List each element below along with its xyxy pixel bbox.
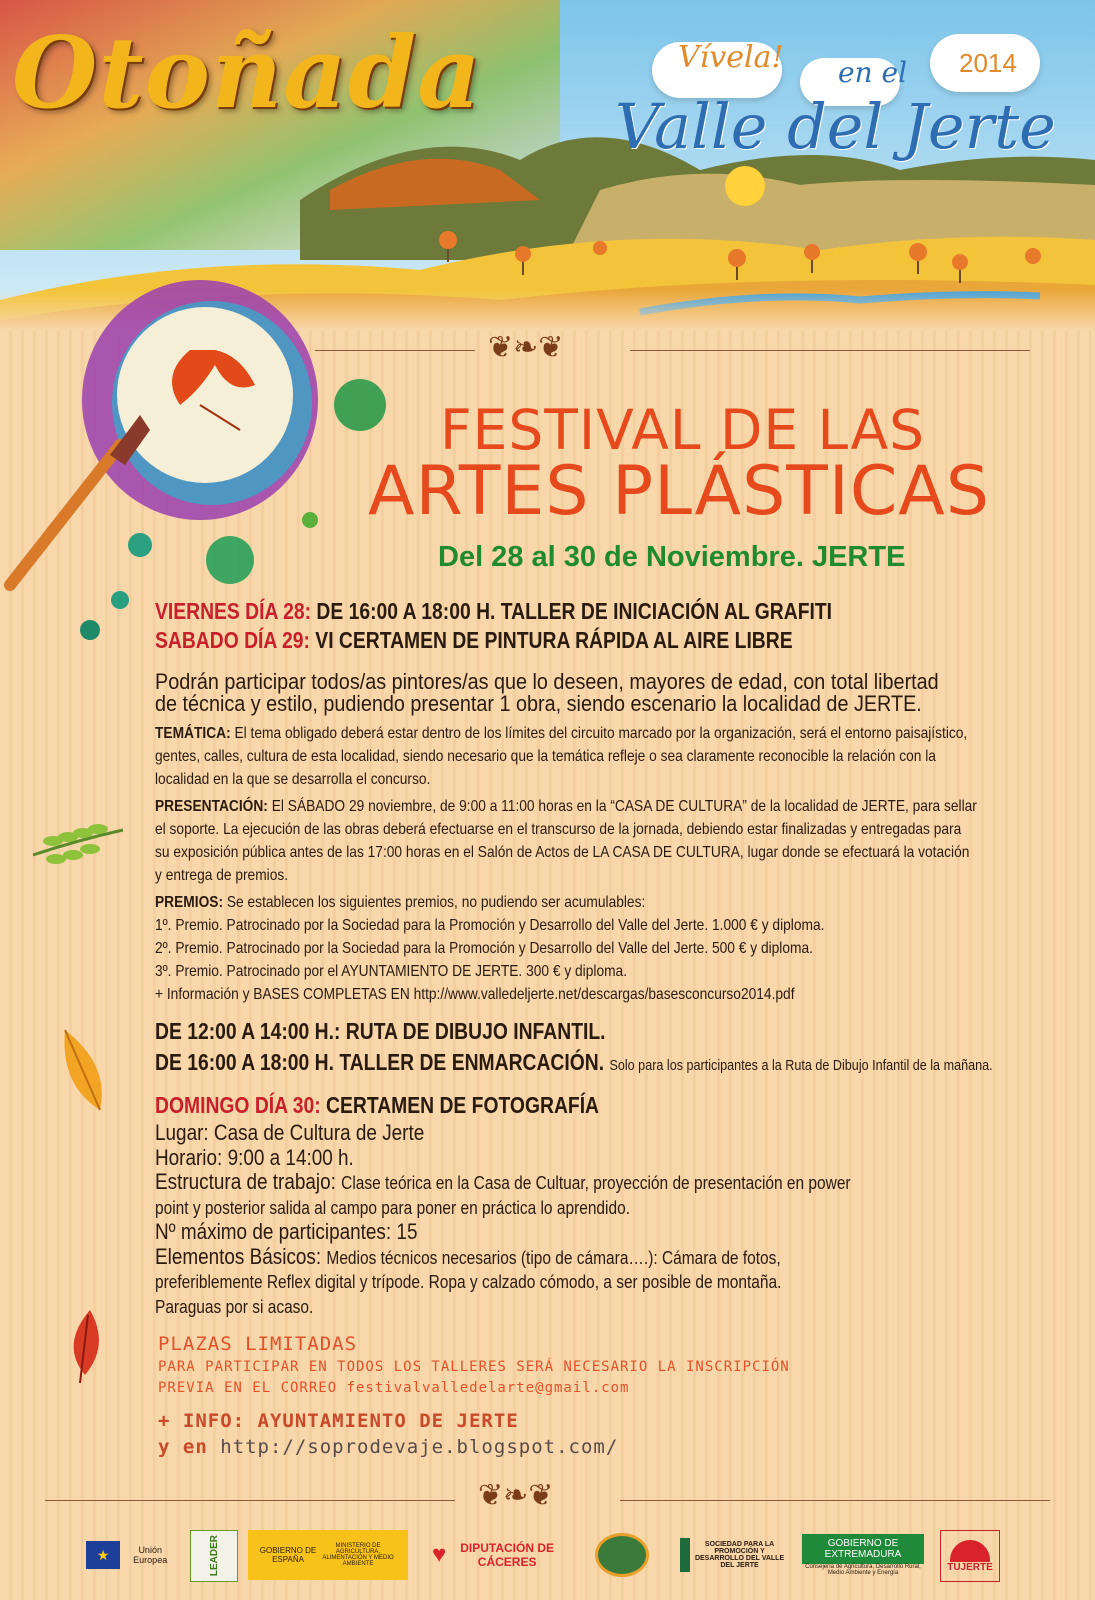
eu-logo: [86, 1530, 176, 1580]
diputacion-label: DIPUTACIÓN DE CÁCERES: [460, 1541, 555, 1569]
fern-leaf-icon: [28, 815, 128, 870]
more-info: + INFO: AYUNTAMIENTO DE JERTE: [158, 1410, 519, 1432]
prize-item: 3º. Premio. Patrocinado por el AYUNTAMIENTO DE JERTE. 300 € y diploma.: [155, 963, 628, 980]
tematica-label: TEMÁTICA:: [155, 725, 231, 742]
consejeria-label: Consejería de Agricultura, Desarrollo Rural, Medio Ambiente y Energía: [805, 1564, 921, 1576]
festival-title-line1: FESTIVAL DE LAS: [440, 398, 925, 462]
presentacion-block: [155, 795, 1071, 887]
sociedad-icon: [680, 1538, 690, 1572]
extremadura-label: GOBIERNO DE EXTREMADURA: [802, 1534, 924, 1564]
festival-title-line2: ARTES PLÁSTICAS: [368, 452, 990, 531]
eu-label: Unión Europea: [133, 1545, 168, 1565]
saturday-day: SABADO DÍA 29:: [155, 627, 310, 653]
gobierno-espana-logo: [248, 1530, 408, 1580]
elementos-text: Medios técnicos necesarios (tipo de cámara….): Cámara de fotos,: [326, 1247, 781, 1268]
elementos-text: preferiblemente Reflex digital y trípode. Ropa y calzado cómodo, a ser posible de montaña.: [155, 1272, 782, 1292]
mountain-icon: [950, 1540, 990, 1562]
premios-label: PREMIOS:: [155, 894, 224, 911]
red-leaf-icon: [60, 1305, 110, 1385]
inscripcion-email[interactable]: PREVIA EN EL CORREO festivalvalledelarte@gmail.com: [158, 1380, 630, 1396]
friday-day: VIERNES DÍA 28:: [155, 598, 312, 624]
elementos-text: Paraguas por si acaso.: [155, 1296, 314, 1317]
diputacion-logo: [432, 1530, 562, 1580]
horario-label: Horario:: [155, 1144, 223, 1170]
taller-note: Solo para los participantes a la Ruta de Dibujo Infantil de la mañana.: [609, 1057, 993, 1074]
year-label: 2014: [959, 48, 1017, 78]
sunday-day: DOMINGO DÍA 30:: [155, 1092, 321, 1118]
sociedad-label: SOCIEDAD PARA LA PROMOCIÓN Y DESARROLLO DEL VALLE DEL JERTE: [694, 1541, 785, 1569]
tematica-text: gentes, calles, cultura de esta localidad, siendo necesario que la temática refleje o sea claramente reconocible la relación con la: [155, 748, 936, 765]
event-logo-title: Otoñada: [12, 16, 482, 131]
tematica-text: El tema obligado deberá estar dentro de los límites del circuito marcado por la organización, será el entorno paisajístico,: [234, 725, 968, 742]
leader-logo: [190, 1530, 238, 1582]
tematica-text: localidad en la que se desarrolla el concurso.: [155, 771, 431, 788]
emblem-icon: [595, 1533, 649, 1577]
presentacion-text: y entrega de premios.: [155, 867, 289, 884]
taller-line: [155, 1049, 993, 1076]
premios-intro: Se establecen los siguientes premios, no pudiendo ser acumulables:: [226, 894, 646, 911]
taller-activity: TALLER DE ENMARCACIÓN.: [339, 1049, 605, 1075]
saturday-activity: VI CERTAMEN DE PINTURA RÁPIDA AL AIRE LIBRE: [315, 627, 793, 653]
estructura-label: Estructura de trabajo:: [155, 1169, 336, 1194]
tematica-block: [155, 722, 1071, 791]
presentacion-text: su exposición pública antes de las 17:00 horas en el Salón de Actos de LA CASA DE CULTURA, lugar donde se efectuará la votación: [155, 844, 970, 861]
sunday-details: [155, 1121, 1067, 1319]
ruta-line: [155, 1018, 928, 1045]
maximo-label: Nº máximo de participantes:: [155, 1219, 392, 1244]
link-prefix: y en: [158, 1436, 208, 1458]
saturday-intro: [155, 671, 1095, 715]
prize-item: 1º. Premio. Patrocinado por la Sociedad para la Promoción y Desarrollo del Valle del Jerte. 1.000 € y diploma.: [155, 917, 825, 934]
tujerte-logo: [940, 1530, 1000, 1582]
intro-line: de técnica y estilo, pudiendo presentar 1 obra, siendo escenario la localidad de JERTE.: [155, 691, 922, 716]
extremadura-logo: [802, 1530, 924, 1580]
prize-item: 2º. Premio. Patrocinado por la Sociedad para la Promoción y Desarrollo del Valle del Jerte. 500 € y diploma.: [155, 940, 813, 957]
festival-dates: Del 28 al 30 de Noviembre. JERTE: [438, 541, 906, 573]
bases-link[interactable]: + Información y BASES COMPLETAS EN http://www.valledeljerte.net/descargas/basesconcurso2014.pdf: [155, 986, 795, 1003]
premios-block: [155, 891, 1071, 1006]
intro-line: Podrán participar todos/as pintores/as que lo deseen, mayores de edad, con total libertad: [155, 669, 939, 694]
elementos-label: Elementos Básicos:: [155, 1243, 322, 1269]
inscripcion-text: PARA PARTICIPAR EN TODOS LOS TALLERES SERÁ NECESARIO LA INSCRIPCIÓN: [158, 1359, 790, 1375]
saturday-line: [155, 627, 928, 654]
estructura-text: Clase teórica en la Casa de Cultuar, proyección de presentación en power: [341, 1173, 851, 1193]
leader-label: LEADER: [208, 1535, 220, 1577]
presentacion-text: el soporte. La ejecución de las obras deberá efectuarse en el transcurso de la jornada, debiendo estar finalizadas y entregadas para: [155, 821, 962, 838]
estructura-text: point y posterior salida al campo para poner en práctica lo aprendido.: [155, 1197, 631, 1218]
friday-line: [155, 598, 928, 625]
tujerte-label: TUJERTE: [947, 1561, 993, 1573]
presentacion-text: El SÁBADO 29 noviembre, de 9:00 a 11:00 horas en la “CASA DE CULTURA” de la localidad de JERTE, para sellar: [271, 798, 977, 815]
divider: [620, 1500, 1050, 1501]
sunday-line: [155, 1092, 928, 1119]
plazas-limitadas: PLAZAS LIMITADAS: [158, 1333, 358, 1355]
taller-time: DE 16:00 A 18:00 H.: [155, 1049, 334, 1075]
yellow-leaf-icon: [55, 1025, 115, 1115]
horario-value: 9:00 a 14:00 h.: [227, 1144, 354, 1170]
ornament-icon: ❦❧❦: [478, 1478, 554, 1513]
divider: [45, 1500, 455, 1501]
divider: [630, 350, 1030, 351]
ruta-activity: RUTA DE DIBUJO INFANTIL.: [345, 1018, 606, 1044]
divider: [315, 350, 475, 351]
sunday-activity: CERTAMEN DE FOTOGRAFÍA: [326, 1092, 600, 1118]
sociedad-logo: [680, 1530, 785, 1580]
ruta-time: DE 12:00 A 14:00 H.:: [155, 1018, 341, 1044]
heart-icon: ♥: [432, 1541, 447, 1568]
eu-flag-icon: ★: [86, 1541, 120, 1569]
slogan-en-el: en el: [838, 56, 908, 89]
palette-brush-illustration: [0, 255, 420, 655]
region-title: Valle del Jerte: [615, 90, 1056, 163]
lugar-value: Casa de Cultura de Jerte: [213, 1120, 425, 1145]
info-link-line: [158, 1436, 618, 1458]
blog-link[interactable]: http://soprodevaje.blogspot.com/: [220, 1436, 619, 1458]
gobierno-label: GOBIERNO DE ESPAÑA: [259, 1546, 317, 1564]
slogan-vivela: Vívela!: [678, 40, 784, 75]
friday-activity: DE 16:00 A 18:00 H. TALLER DE INICIACIÓN AL GRAFITI: [316, 598, 833, 624]
maximo-value: 15: [396, 1219, 418, 1244]
ministerio-label: MINISTERIO DE AGRICULTURA, ALIMENTACIÓN Y MEDIO AMBIENTE: [322, 1543, 394, 1567]
ornament-icon: ❦❧❦: [488, 330, 564, 365]
presentacion-label: PRESENTACIÓN:: [155, 798, 268, 815]
lugar-label: Lugar:: [155, 1120, 209, 1145]
garganta-logo: [594, 1530, 649, 1580]
